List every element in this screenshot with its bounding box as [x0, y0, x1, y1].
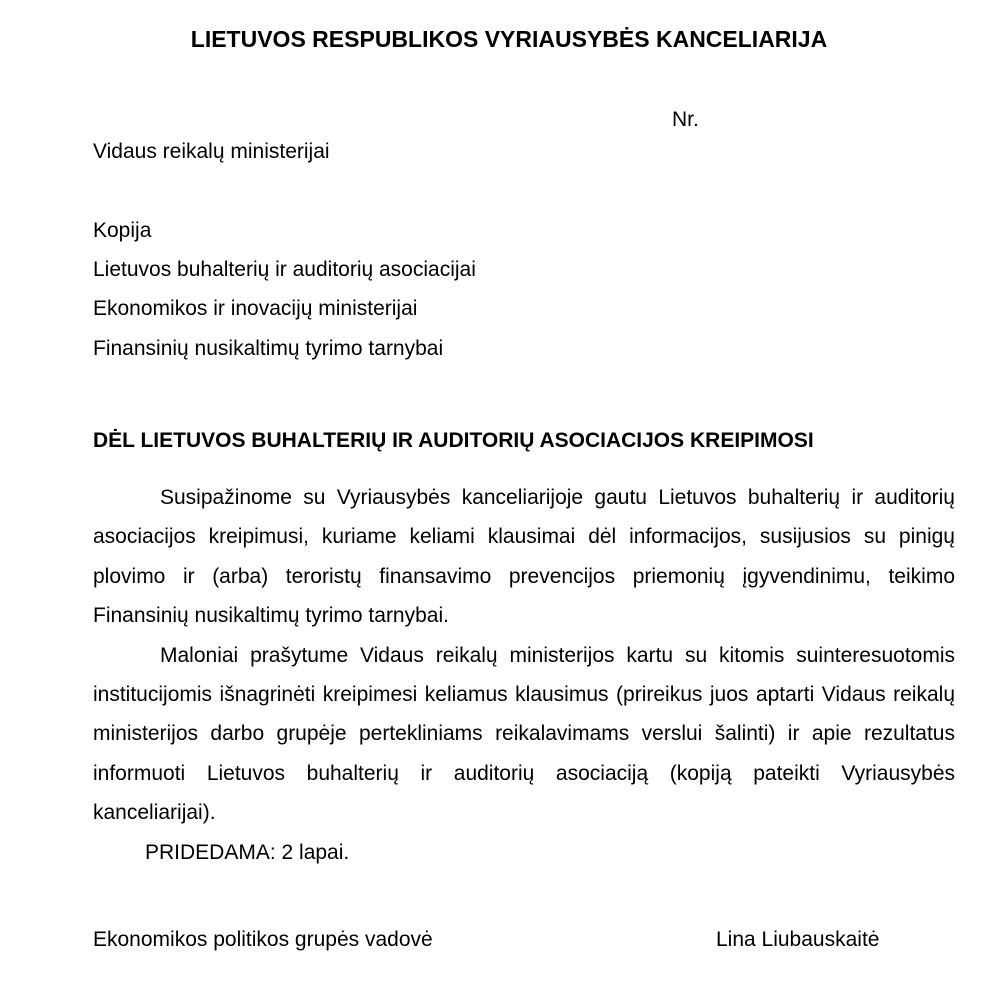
body-paragraph: Susipažinome su Vyriausybės kanceliarijoje gautu Lietuvos buhalterių ir auditorių asociacijos kreipimusi, kuriame keliami klausimai dėl informacijos, susijusios su pinigų plovimo ir (arba) teroristų finansavimo prevencijos priemonių įgyvendinimu, teikimo Finansinių nusikaltimų tyrimo tarnybai.	[93, 486, 955, 628]
letter-body	[93, 478, 955, 872]
attachment-note: PRIDEDAMA: 2 lapai.	[145, 840, 350, 864]
copy-recipient: Ekonomikos ir inovacijų ministerijai	[93, 297, 418, 320]
primary-addressee: Vidaus reikalų ministerijai	[93, 140, 330, 163]
signatory-name: Lina Liubauskaitė	[716, 928, 880, 951]
letter-subject: DĖL LIETUVOS BUHALTERIŲ IR AUDITORIŲ ASOCIACIJOS KREIPIMOSI	[93, 429, 814, 452]
copy-label: Kopija	[93, 219, 152, 242]
body-paragraph: Maloniai prašytume Vidaus reikalų ministerijos kartu su kitomis suinteresuotomis institucijomis išnagrinėti kreipimesi keliamus klausimus (prireikus juos aptarti Vidaus reikalų ministerijos darbo grupėje pertekliniams reikalavimams verslui šalinti) ir apie rezultatus informuoti Lietuvos buhalterių ir auditorių asociaciją (kopiją pateikti Vyriausybės kanceliarijai).	[93, 643, 955, 825]
copy-recipient: Finansinių nusikaltimų tyrimo tarnybai	[93, 337, 444, 360]
copy-recipient: Lietuvos buhalterių ir auditorių asociacijai	[93, 258, 476, 281]
institution-header: LIETUVOS RESPUBLIKOS VYRIAUSYBĖS KANCELIARIJA	[190, 26, 828, 52]
document-number-label: Nr.	[672, 108, 699, 131]
signatory-position: Ekonomikos politikos grupės vadovė	[93, 928, 433, 951]
